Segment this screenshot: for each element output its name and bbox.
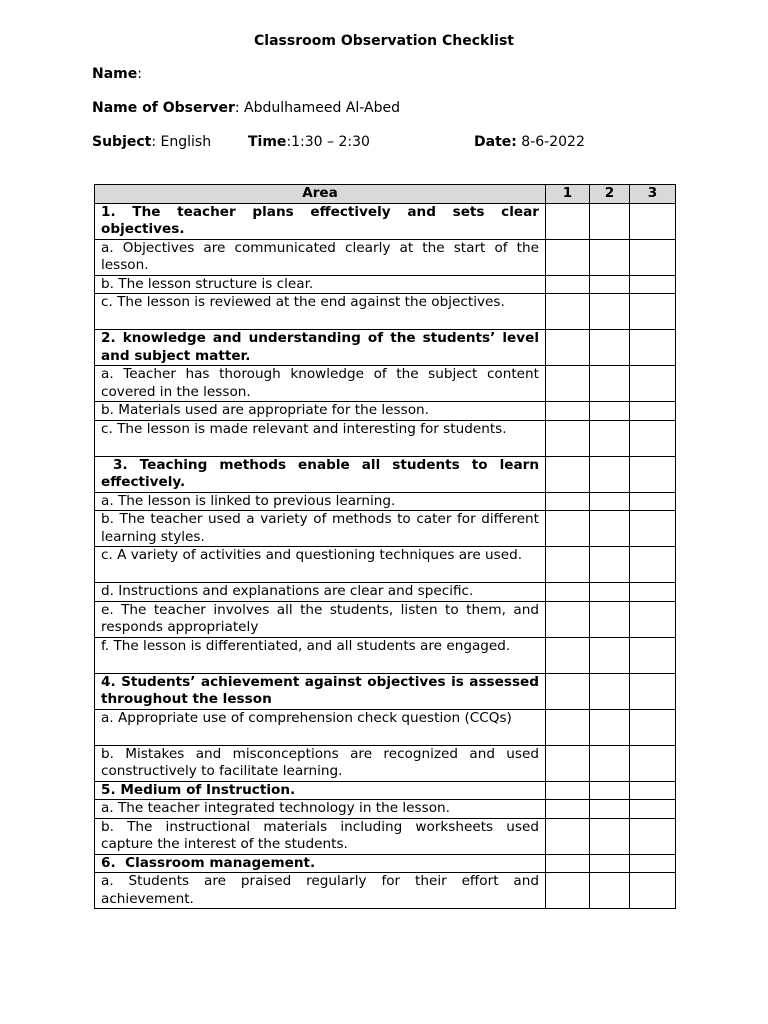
criterion-row	[95, 873, 676, 909]
score-3-cell[interactable]	[630, 854, 676, 873]
criterion-row	[95, 637, 676, 673]
score-3-cell[interactable]	[630, 294, 676, 330]
score-2-cell[interactable]	[590, 709, 630, 745]
section-row	[95, 330, 676, 366]
observer-line	[92, 100, 400, 116]
score-2-cell[interactable]	[590, 601, 630, 637]
criterion-row	[95, 745, 676, 781]
criterion-text: a. The teacher integrated technology in the lesson.	[95, 800, 546, 819]
score-1-cell[interactable]	[546, 745, 590, 781]
score-3-cell[interactable]	[630, 420, 676, 456]
score-1-cell[interactable]	[546, 402, 590, 421]
criterion-text: a. The lesson is linked to previous learning.	[95, 492, 546, 511]
score-2-cell[interactable]	[590, 366, 630, 402]
time-label: Time	[248, 134, 287, 150]
score-2-cell[interactable]	[590, 745, 630, 781]
header-area: Area	[95, 185, 546, 204]
score-3-cell[interactable]	[630, 330, 676, 366]
time-value: :1:30 – 2:30	[286, 134, 370, 150]
section-row	[95, 203, 676, 239]
section-row	[95, 673, 676, 709]
header-score-3: 3	[630, 185, 676, 204]
observer-value: : Abdulhameed Al-Abed	[234, 100, 400, 116]
section-row	[95, 456, 676, 492]
date-value: 8-6-2022	[516, 134, 585, 150]
score-1-cell[interactable]	[546, 275, 590, 294]
criterion-row	[95, 366, 676, 402]
score-1-cell[interactable]	[546, 873, 590, 909]
name-line	[92, 66, 142, 82]
subject-label: Subject	[92, 134, 152, 150]
section-heading: 6. Classroom management.	[95, 854, 546, 873]
criterion-row	[95, 709, 676, 745]
score-1-cell[interactable]	[546, 330, 590, 366]
score-2-cell[interactable]	[590, 456, 630, 492]
criterion-row	[95, 547, 676, 583]
score-3-cell[interactable]	[630, 601, 676, 637]
score-3-cell[interactable]	[630, 673, 676, 709]
score-2-cell[interactable]	[590, 637, 630, 673]
criterion-row	[95, 420, 676, 456]
score-1-cell[interactable]	[546, 800, 590, 819]
criterion-row	[95, 583, 676, 602]
criterion-row	[95, 239, 676, 275]
observation-table	[94, 184, 676, 909]
section-heading: 4. Students’ achievement against objectives is assessed throughout the lesson	[95, 673, 546, 709]
criterion-row	[95, 601, 676, 637]
score-1-cell[interactable]	[546, 637, 590, 673]
score-3-cell[interactable]	[630, 745, 676, 781]
score-2-cell[interactable]	[590, 854, 630, 873]
score-1-cell[interactable]	[546, 547, 590, 583]
score-2-cell[interactable]	[590, 583, 630, 602]
criterion-text: a. Appropriate use of comprehension check question (CCQs)	[95, 709, 546, 745]
score-3-cell[interactable]	[630, 818, 676, 854]
score-1-cell[interactable]	[546, 673, 590, 709]
criterion-row	[95, 818, 676, 854]
score-3-cell[interactable]	[630, 366, 676, 402]
score-1-cell[interactable]	[546, 854, 590, 873]
score-2-cell[interactable]	[590, 330, 630, 366]
criterion-text: a. Objectives are communicated clearly at the start of the lesson.	[95, 239, 546, 275]
score-3-cell[interactable]	[630, 709, 676, 745]
score-1-cell[interactable]	[546, 583, 590, 602]
subject-line	[92, 134, 211, 150]
criterion-row	[95, 800, 676, 819]
criterion-text: e. The teacher involves all the students, listen to them, and responds appropriately	[95, 601, 546, 637]
score-1-cell[interactable]	[546, 420, 590, 456]
score-2-cell[interactable]	[590, 818, 630, 854]
score-1-cell[interactable]	[546, 456, 590, 492]
score-1-cell[interactable]	[546, 709, 590, 745]
score-2-cell[interactable]	[590, 873, 630, 909]
score-3-cell[interactable]	[630, 781, 676, 800]
score-2-cell[interactable]	[590, 402, 630, 421]
score-1-cell[interactable]	[546, 511, 590, 547]
score-2-cell[interactable]	[590, 203, 630, 239]
name-label: Name	[92, 66, 138, 82]
score-1-cell[interactable]	[546, 492, 590, 511]
score-1-cell[interactable]	[546, 203, 590, 239]
score-3-cell[interactable]	[630, 547, 676, 583]
criterion-text: c. The lesson is made relevant and interesting for students.	[95, 420, 546, 456]
score-2-cell[interactable]	[590, 511, 630, 547]
score-1-cell[interactable]	[546, 294, 590, 330]
score-3-cell[interactable]	[630, 873, 676, 909]
score-3-cell[interactable]	[630, 492, 676, 511]
score-1-cell[interactable]	[546, 818, 590, 854]
criterion-text: b. The teacher used a variety of methods to cater for different learning styles.	[95, 511, 546, 547]
score-3-cell[interactable]	[630, 239, 676, 275]
section-row	[95, 854, 676, 873]
name-value: :	[137, 66, 142, 82]
score-1-cell[interactable]	[546, 601, 590, 637]
score-3-cell[interactable]	[630, 456, 676, 492]
criterion-row	[95, 511, 676, 547]
score-2-cell[interactable]	[590, 294, 630, 330]
header-score-2: 2	[590, 185, 630, 204]
criterion-text: c. The lesson is reviewed at the end against the objectives.	[95, 294, 546, 330]
criterion-row	[95, 402, 676, 421]
section-heading: 5. Medium of Instruction.	[95, 781, 546, 800]
score-1-cell[interactable]	[546, 366, 590, 402]
section-heading: 3. Teaching methods enable all students to learn effectively.	[95, 456, 546, 492]
score-1-cell[interactable]	[546, 781, 590, 800]
score-2-cell[interactable]	[590, 420, 630, 456]
score-3-cell[interactable]	[630, 402, 676, 421]
section-row	[95, 781, 676, 800]
score-2-cell[interactable]	[590, 547, 630, 583]
score-1-cell[interactable]	[546, 239, 590, 275]
score-2-cell[interactable]	[590, 781, 630, 800]
criterion-text: b. The lesson structure is clear.	[95, 275, 546, 294]
criterion-text: b. The instructional materials including worksheets used capture the interest of the students.	[95, 818, 546, 854]
table-body	[95, 203, 676, 909]
date-line	[474, 134, 585, 150]
score-3-cell[interactable]	[630, 583, 676, 602]
score-2-cell[interactable]	[590, 800, 630, 819]
criterion-row	[95, 275, 676, 294]
score-3-cell[interactable]	[630, 275, 676, 294]
criterion-row	[95, 294, 676, 330]
subject-value: : English	[151, 134, 212, 150]
criterion-row	[95, 492, 676, 511]
section-heading: 1. The teacher plans effectively and sets clear objectives.	[95, 203, 546, 239]
date-label: Date:	[474, 134, 517, 150]
score-3-cell[interactable]	[630, 203, 676, 239]
header-score-1: 1	[546, 185, 590, 204]
criterion-text: a. Students are praised regularly for their effort and achievement.	[95, 873, 546, 909]
score-2-cell[interactable]	[590, 492, 630, 511]
score-3-cell[interactable]	[630, 800, 676, 819]
criterion-text: c. A variety of activities and questioning techniques are used.	[95, 547, 546, 583]
criterion-text: a. Teacher has thorough knowledge of the subject content covered in the lesson.	[95, 366, 546, 402]
score-3-cell[interactable]	[630, 637, 676, 673]
score-2-cell[interactable]	[590, 239, 630, 275]
document-title: Classroom Observation Checklist	[254, 33, 514, 49]
criterion-text: b. Mistakes and misconceptions are recognized and used constructively to facilitate learning.	[95, 745, 546, 781]
score-2-cell[interactable]	[590, 673, 630, 709]
criterion-text: f. The lesson is differentiated, and all students are engaged.	[95, 637, 546, 673]
criterion-text: b. Materials used are appropriate for the lesson.	[95, 402, 546, 421]
score-3-cell[interactable]	[630, 511, 676, 547]
score-2-cell[interactable]	[590, 275, 630, 294]
observer-label: Name of Observer	[92, 100, 235, 116]
section-heading: 2. knowledge and understanding of the students’ level and subject matter.	[95, 330, 546, 366]
criterion-text: d. Instructions and explanations are clear and specific.	[95, 583, 546, 602]
time-line	[248, 134, 370, 150]
table-header-row	[95, 185, 676, 204]
